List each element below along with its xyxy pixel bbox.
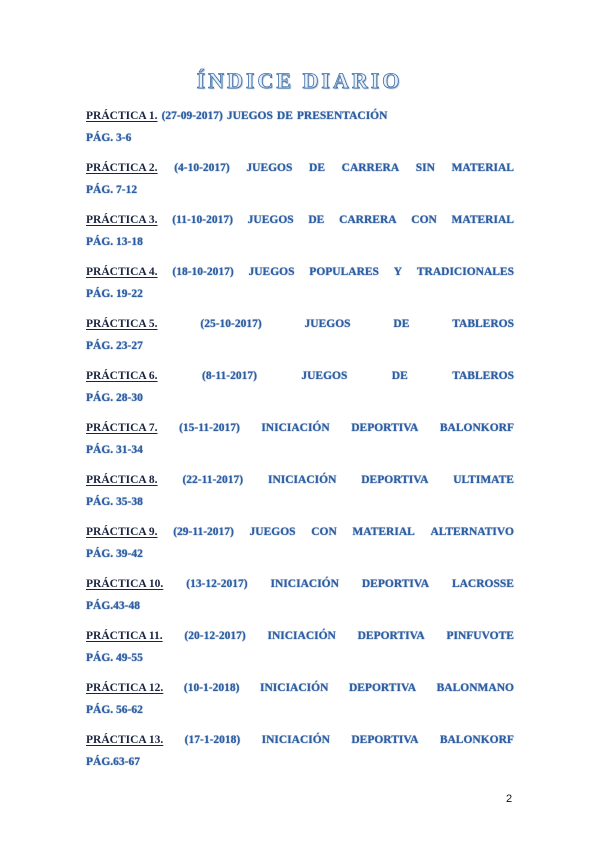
entry-title-word: INICIACIÓN [261, 734, 330, 746]
entry-pages: PÁG. 13-18 [86, 236, 143, 248]
index-entry [86, 680, 514, 732]
entry-title-word: MATERIAL [451, 214, 514, 226]
entry-heading: PRÁCTICA 6. [86, 370, 158, 382]
entry-title-line [86, 628, 514, 644]
entry-title-word: JUEGOS [249, 526, 296, 538]
index-entry [86, 732, 514, 784]
index-entry [86, 160, 514, 212]
entry-title-word: DE [391, 370, 408, 382]
entry-pages: PÁG.63-67 [86, 756, 140, 768]
entry-pages: PÁG. 39-42 [86, 548, 143, 560]
entry-title-word: JUEGOS [304, 318, 351, 330]
entry-title-word: DEPORTIVA [357, 630, 425, 642]
entry-title-word: CON [411, 214, 437, 226]
entry-title-word: INICIACIÓN [267, 630, 336, 642]
entry-title-word: DE [276, 110, 293, 122]
entry-date: (10-1-2018) [183, 682, 240, 694]
entry-title-line [86, 472, 514, 488]
index-entry [86, 368, 514, 420]
entry-title-word: INICIACIÓN [270, 578, 339, 590]
index-entry [86, 108, 514, 160]
entry-title-word: DEPORTIVA [348, 682, 417, 694]
entry-title-word: INICIACIÓN [260, 682, 329, 694]
entry-title-word: DE [308, 214, 325, 226]
entry-title-word: LACROSSE [451, 578, 514, 590]
entry-heading: PRÁCTICA 12. [86, 682, 164, 694]
entry-date: (15-11-2017) [179, 422, 240, 434]
entry-title-word: BALONKORF [439, 734, 514, 746]
entry-title-line [86, 732, 514, 748]
entry-heading: PRÁCTICA 5. [86, 318, 158, 330]
entry-date: (4-10-2017) [174, 162, 230, 174]
entry-heading: PRÁCTICA 2. [86, 162, 158, 174]
entry-date: (11-10-2017) [172, 214, 233, 226]
entry-title-word: POPULARES [309, 266, 379, 278]
entry-title-word: INICIACIÓN [268, 474, 337, 486]
index-entry [86, 524, 514, 576]
entry-title-word: PRESENTACIÓN [296, 110, 388, 122]
entry-pages: PÁG. 3-6 [86, 132, 132, 144]
entry-title-word: INICIACIÓN [261, 422, 330, 434]
index-entry [86, 264, 514, 316]
entry-heading: PRÁCTICA 4. [86, 266, 158, 278]
entry-title-line [86, 524, 514, 540]
entry-title-word: DEPORTIVA [351, 734, 419, 746]
entry-title-word: DEPORTIVA [351, 422, 419, 434]
entry-heading: PRÁCTICA 9. [86, 526, 158, 538]
entry-pages: PÁG. 49-55 [86, 652, 143, 664]
entry-title-word: CARRERA [339, 214, 397, 226]
entry-title-line [86, 264, 514, 280]
entry-title-word: TRADICIONALES [416, 266, 514, 278]
entry-heading: PRÁCTICA 8. [86, 474, 158, 486]
index-entry [86, 420, 514, 472]
entry-date: (18-10-2017) [172, 266, 234, 278]
entry-title-word: JUEGOS [226, 110, 273, 122]
entry-date: (13-12-2017) [186, 578, 248, 590]
entry-title-line [86, 368, 514, 384]
entry-pages: PÁG.43-48 [86, 600, 140, 612]
entry-pages: PÁG. 23-27 [86, 340, 143, 352]
entry-title-word: CON [311, 526, 337, 538]
entry-heading: PRÁCTICA 3. [86, 214, 158, 226]
entry-title-word: TABLEROS [452, 318, 514, 330]
index-entry [86, 316, 514, 368]
entry-heading: PRÁCTICA 11. [86, 630, 163, 642]
entry-title-word: DE [309, 162, 326, 174]
entry-title-word: DEPORTIVA [361, 474, 429, 486]
entry-title-word: CARRERA [341, 162, 400, 174]
entry-title-word: ULTIMATE [453, 474, 514, 486]
entry-date: (20-12-2017) [184, 630, 246, 642]
entry-title-line [86, 316, 514, 332]
entry-date: (17-1-2018) [184, 734, 241, 746]
index-entry [86, 212, 514, 264]
entry-date: (29-11-2017) [173, 526, 234, 538]
entry-title-word: JUEGOS [246, 162, 293, 174]
entry-title-line [86, 160, 514, 176]
entry-title-word: MATERIAL [451, 162, 514, 174]
entry-date: (27-09-2017) [161, 110, 223, 122]
entry-title-line [86, 212, 514, 228]
entry-pages: PÁG. 28-30 [86, 392, 143, 404]
entry-title-word: Y [393, 266, 403, 278]
entry-title-word: MATERIAL [352, 526, 415, 538]
entry-title-word: JUEGOS [301, 370, 348, 382]
entry-title-word: PINFUVOTE [446, 630, 514, 642]
entry-heading: PRÁCTICA 10. [86, 578, 164, 590]
index-title: ÍNDICE DIARIO [196, 68, 403, 93]
entry-title-word: DE [393, 318, 410, 330]
entry-title-word: TABLEROS [452, 370, 514, 382]
index-entries [86, 108, 514, 784]
entry-pages: PÁG. 19-22 [86, 288, 143, 300]
entry-heading: PRÁCTICA 1. [86, 110, 158, 122]
entry-date: (25-10-2017) [200, 318, 262, 330]
entry-pages: PÁG. 7-12 [86, 184, 138, 196]
entry-pages: PÁG. 35-38 [86, 496, 143, 508]
entry-title-line [86, 576, 514, 592]
entry-title-word: JUEGOS [248, 266, 295, 278]
entry-pages: PÁG. 31-34 [86, 444, 143, 456]
index-entry [86, 628, 514, 680]
page-number: 2 [506, 793, 513, 805]
index-entry [86, 576, 514, 628]
entry-title-line [86, 108, 514, 124]
entry-date: (8-11-2017) [201, 370, 257, 382]
entry-heading: PRÁCTICA 13. [86, 734, 164, 746]
entry-date: (22-11-2017) [182, 474, 244, 486]
entry-title-word: SIN [415, 162, 435, 174]
index-entry [86, 472, 514, 524]
entry-title-line [86, 680, 514, 696]
entry-title-word: JUEGOS [247, 214, 294, 226]
entry-title-word: BALONKORF [439, 422, 514, 434]
entry-pages: PÁG. 56-62 [86, 704, 143, 716]
entry-heading: PRÁCTICA 7. [86, 422, 158, 434]
entry-title-line [86, 420, 514, 436]
entry-title-word: ALTERNATIVO [430, 526, 514, 538]
entry-title-word: BALONMANO [436, 682, 514, 694]
entry-title-word: DEPORTIVA [361, 578, 429, 590]
